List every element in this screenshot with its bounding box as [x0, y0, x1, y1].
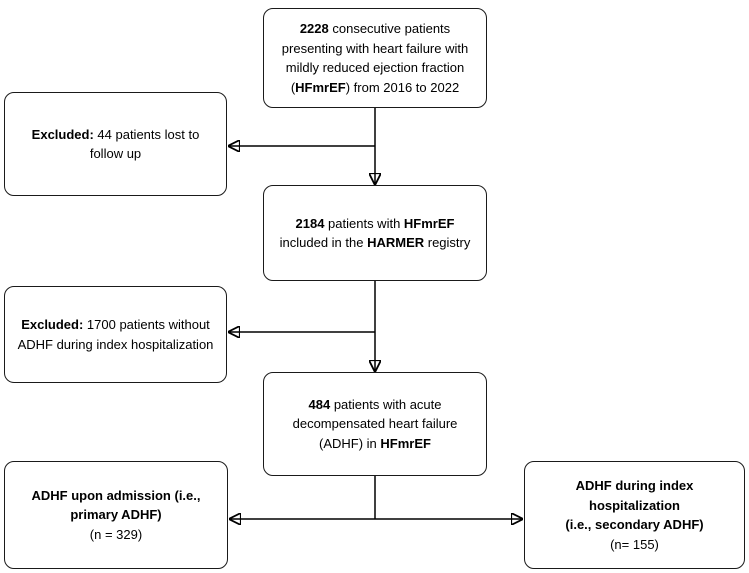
box-text-line: (i.e., secondary ADHF) [565, 517, 704, 532]
box-text-line: 2228 consecutive patients [299, 21, 451, 36]
box-harmer-registry [263, 185, 487, 281]
box-text-line: included in the HARMER registry [279, 235, 471, 250]
box-text-line: Excluded: 44 patients lost to [31, 126, 200, 142]
box-text-line: ADHF during index hospitalization [17, 336, 214, 352]
box-text-line: decompensated heart failure [292, 416, 458, 432]
box-secondary-adhf [524, 461, 745, 569]
box-text-line: ADHF upon admission (i.e., [31, 487, 201, 503]
box-text-line: presenting with heart failure with [281, 40, 469, 56]
box-text-line: Excluded: 1700 patients without [21, 317, 210, 332]
box-initial-cohort [263, 8, 487, 108]
box-text-line: primary ADHF) [70, 507, 162, 523]
box-primary-adhf [4, 461, 228, 569]
box-excluded-lost-followup [4, 92, 227, 196]
box-text-line: hospitalization [589, 497, 680, 513]
box-text-line: (ADHF) in HFmrEF [319, 435, 431, 451]
box-text-line: mildly reduced ejection fraction [285, 60, 465, 75]
box-text-line: (HFmrEF) from 2016 to 2022 [290, 79, 460, 95]
box-text-line: (n = 329) [89, 526, 143, 542]
box-excluded-without-adhf [4, 286, 227, 383]
box-text-line: follow up [89, 146, 142, 161]
box-text-line: ADHF during index [575, 478, 694, 493]
box-text-line: 484 patients with acute [308, 396, 442, 412]
box-text-line: (n= 155) [610, 536, 659, 552]
box-text-line: 2184 patients with HFmrEF [295, 215, 455, 231]
box-acute-decompensated-hf [263, 372, 487, 476]
